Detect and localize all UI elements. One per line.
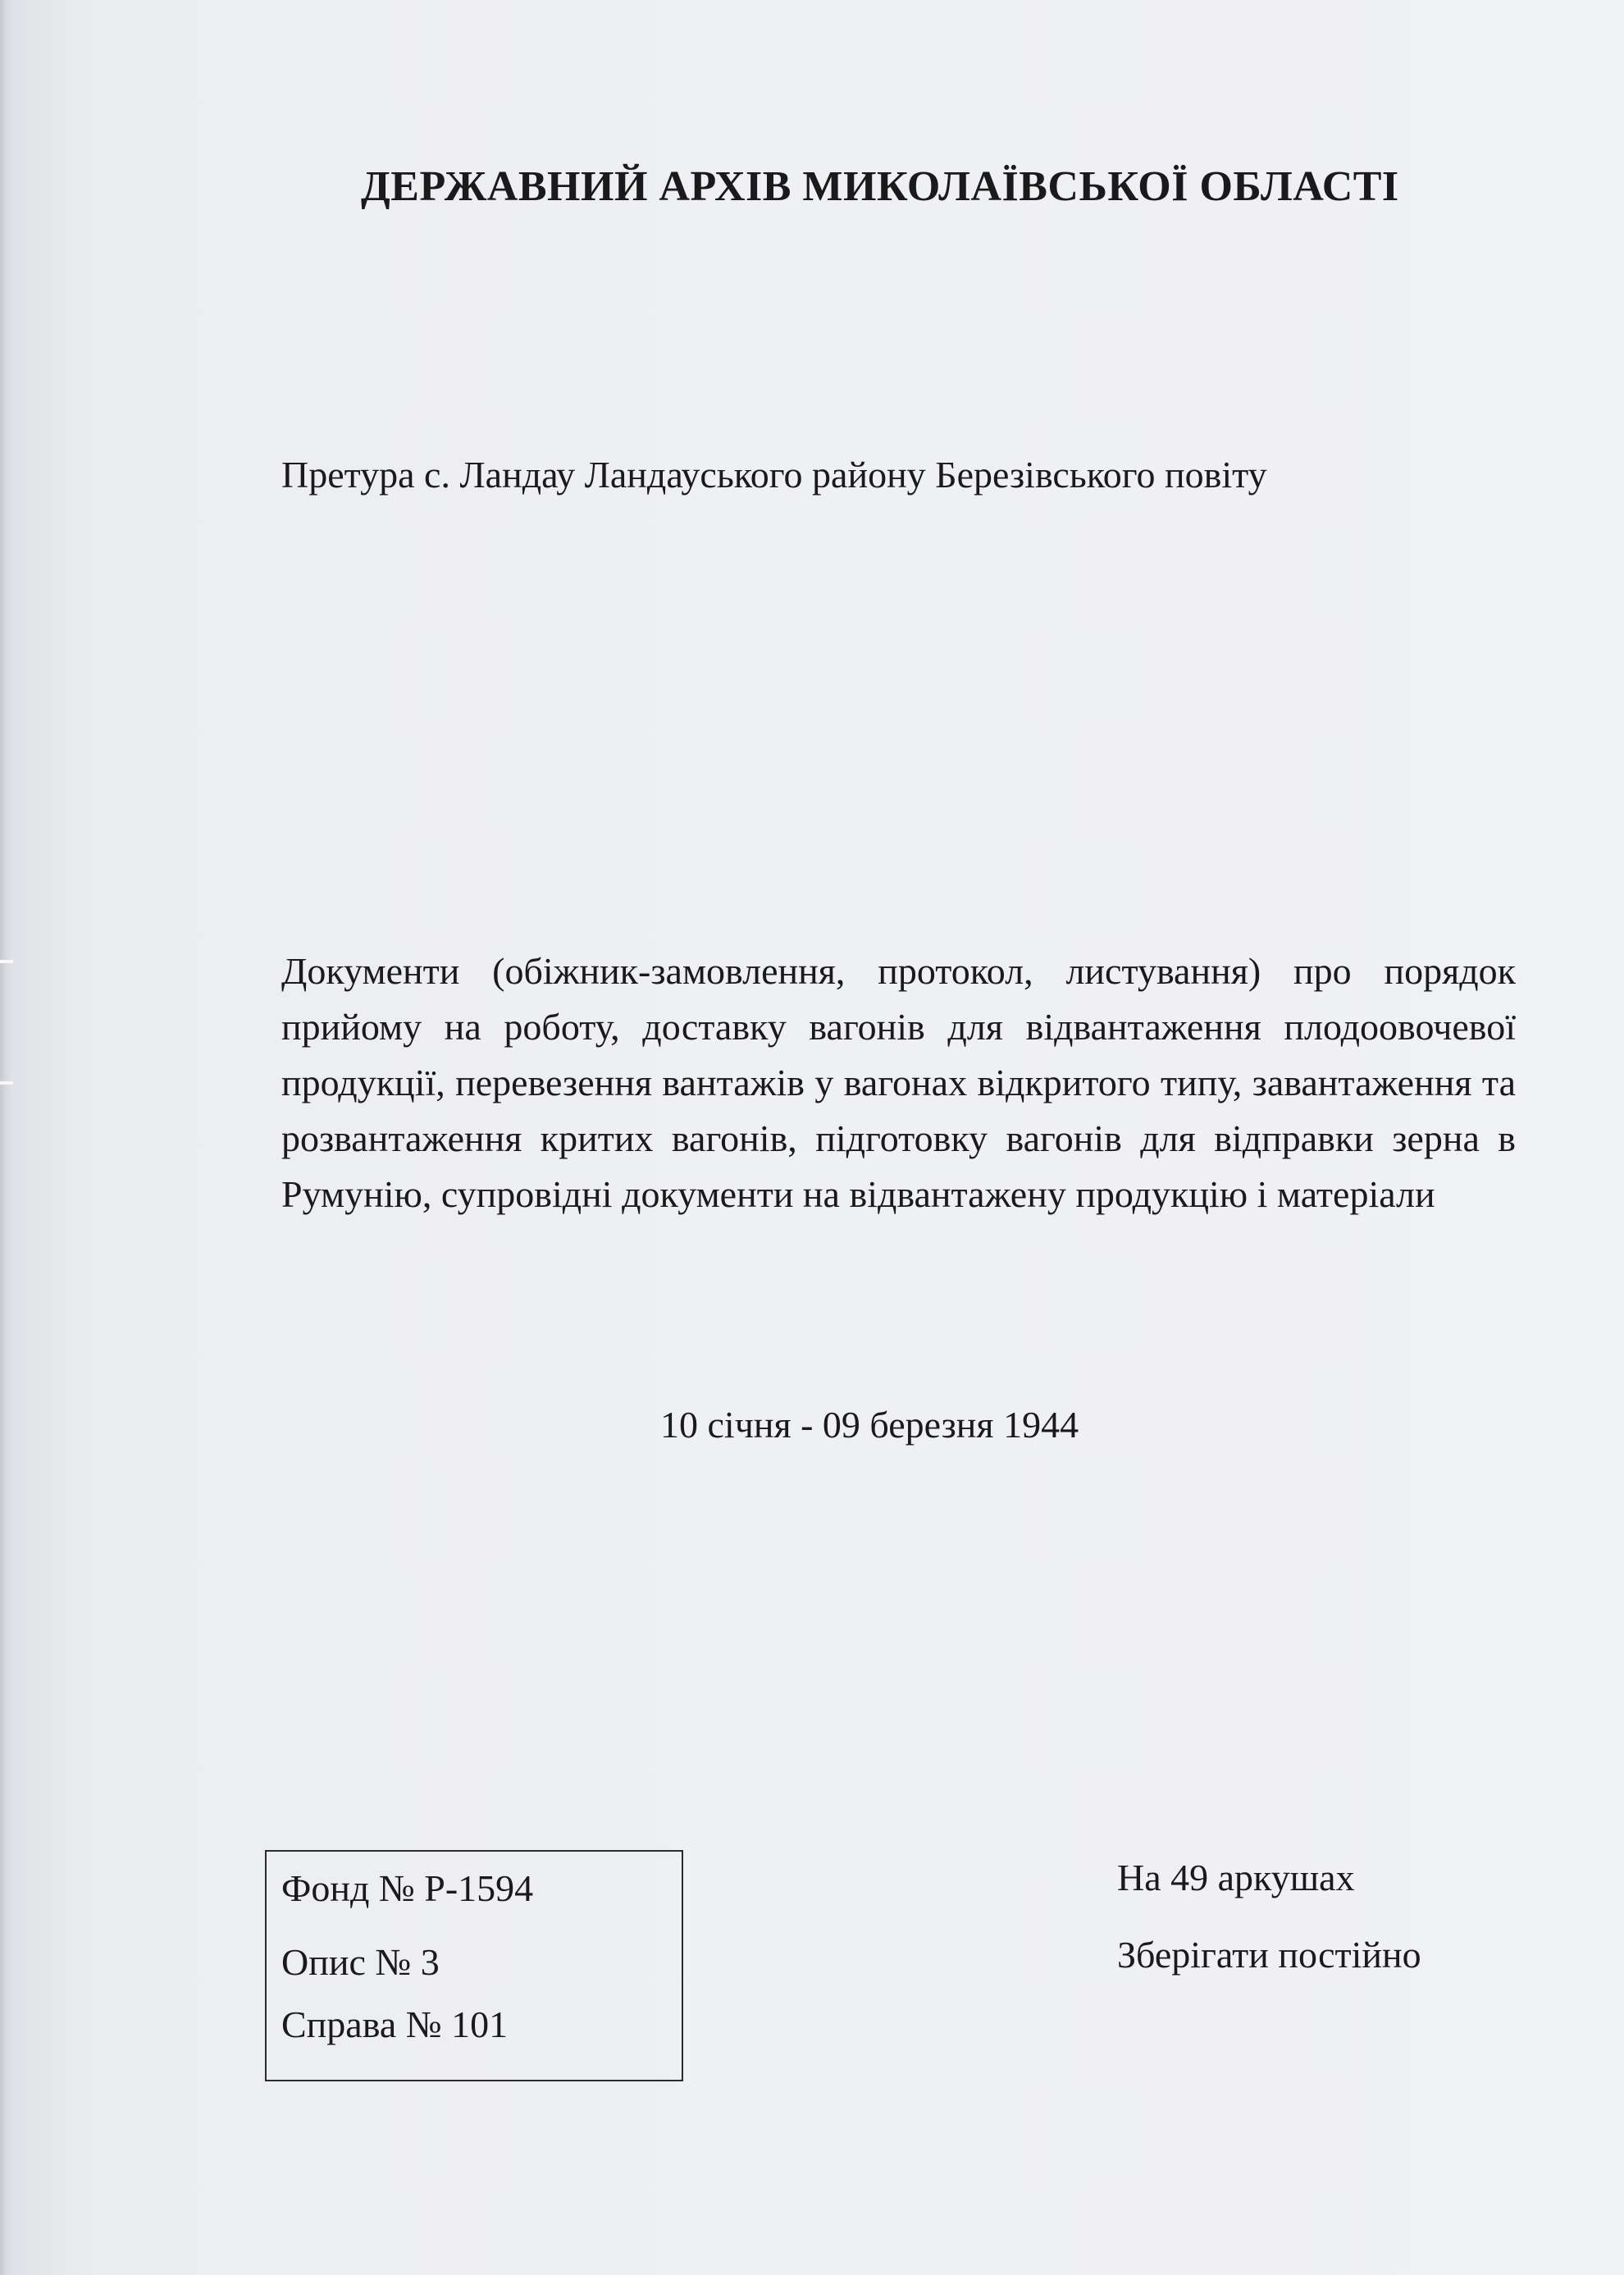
retention-period: Зберігати постійно (1117, 1934, 1421, 1976)
file-description: Документи (обіжник-замовлення, протокол, листування) про порядок прийому на роботу, доставку вагонів для відвантаження плодоовочевої продукції, перевезення вантажів у вагонах відкритого типу, завантаження та розвантаження критих вагонів, підготовку вагонів для відправки зерна в Румунію, супровідні документи на відвантажену продукцію і матеріали (281, 950, 1516, 1215)
fond-number: Фонд № Р-1594 (281, 1867, 534, 1909)
sprava-number: Справа № 101 (281, 2003, 509, 2045)
edge-mark (0, 960, 13, 963)
archive-title: ДЕРЖАВНИЙ АРХІВ МИКОЛАЇВСЬКОЇ ОБЛАСТІ (361, 163, 1399, 210)
edge-mark (0, 1081, 13, 1085)
opys-number: Опис № 3 (281, 1941, 440, 1983)
date-range: 10 січня - 09 березня 1944 (660, 1404, 1079, 1446)
organization-name: Претура с. Ландау Ландауського району Березівського повіту (281, 454, 1267, 496)
sheet-count: На 49 аркушах (1117, 1857, 1355, 1898)
page-left-edge (0, 0, 11, 2275)
archival-reference-box (265, 1850, 683, 2081)
